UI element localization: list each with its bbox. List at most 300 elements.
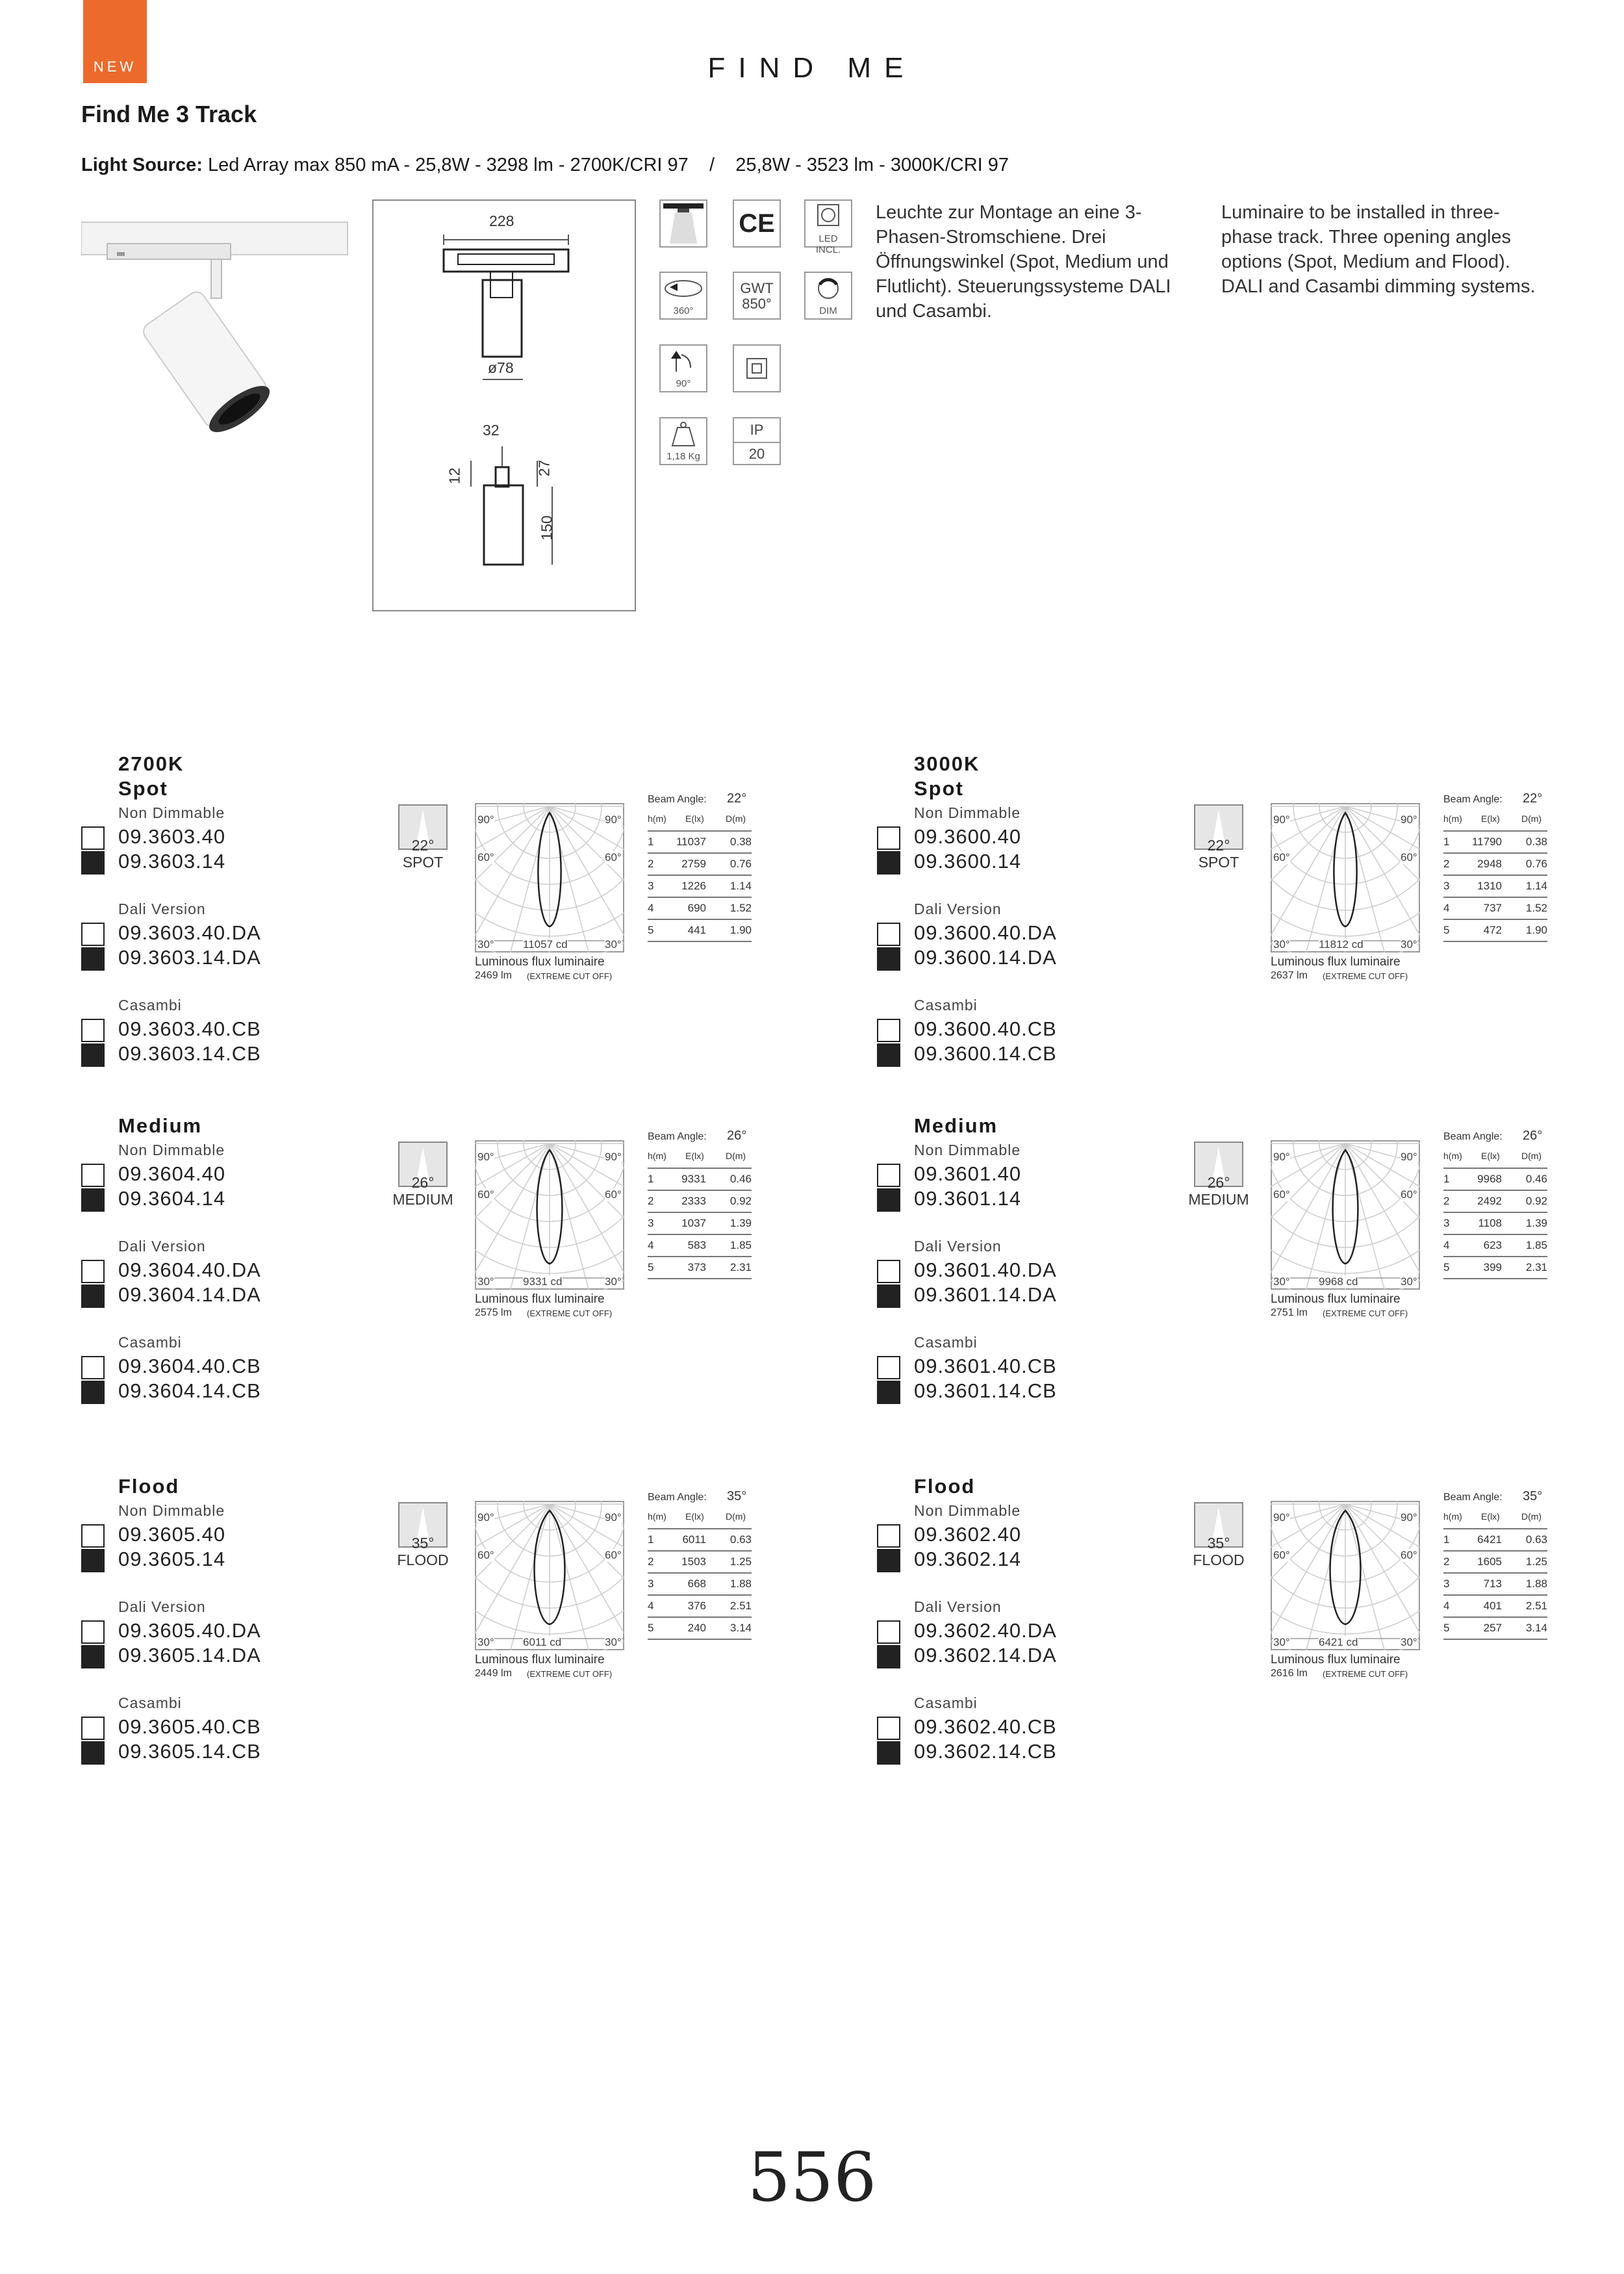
polar-label-30-right: 30° [605,938,622,951]
table-row [648,1531,752,1552]
beam-label: MEDIUM [392,1191,453,1208]
black-finish-swatch [877,1381,900,1404]
table-row [1443,1214,1547,1235]
table-row [648,877,752,898]
diameter-cell: 1.39 [1525,1217,1547,1229]
recessed-icon [733,344,781,392]
lux-cell: 737 [1483,902,1502,914]
product-code: 09.3604.14.CB [118,1379,261,1402]
table-row [1443,855,1547,876]
polar-label-60-left: 60° [1273,1188,1290,1201]
black-finish-swatch [877,947,900,971]
diameter-cell: 0.63 [730,1533,752,1546]
white-finish-swatch [877,923,900,946]
version-label: Non Dimmable [118,1502,225,1519]
black-finish-swatch [81,947,105,971]
black-finish-swatch [877,1284,900,1308]
height-cell: 4 [648,902,654,914]
black-finish-swatch [81,1741,105,1765]
polar-label-90-right: 90° [605,1511,622,1524]
lux-cell: 11790 [1471,836,1502,848]
white-finish-swatch [877,1164,900,1187]
dimension-drawing [372,199,636,611]
polar-diagram [1271,1140,1420,1290]
beam-label: SPOT [1198,854,1239,871]
black-finish-swatch [877,1645,900,1668]
black-finish-swatch [81,1381,105,1404]
polar-label-60-right: 60° [1401,1549,1417,1561]
black-finish-swatch [877,1188,900,1212]
variant-block [81,1114,783,1439]
cutoff-label: (EXTREME CUT OFF) [527,1669,613,1679]
lux-cell: 257 [1483,1622,1502,1634]
version-label: Dali Version [118,1598,206,1615]
polar-label-30-right: 30° [605,1275,622,1288]
new-label: NEW [93,58,137,75]
beam-angle-label: Beam Angle: [648,794,707,805]
table-row [1443,1553,1547,1574]
luminous-flux-value: 2469 lm [475,970,512,981]
height-cell: 2 [648,1555,654,1568]
gwt-icon [733,272,781,320]
version-label: Casambi [118,997,182,1014]
page-number: 556 [747,2138,877,2217]
height-cell: 5 [648,1622,654,1634]
beam-angle-value: 26° [1207,1174,1230,1191]
height-cell: 4 [1443,1600,1450,1612]
column-header: h(m) [648,1511,666,1522]
column-header: D(m) [726,1151,746,1161]
lux-cell: 668 [687,1578,706,1590]
variant-block [81,752,783,1077]
diameter-cell: 1.85 [1525,1239,1547,1251]
beam-angle-label: Beam Angle: [1443,794,1503,805]
table-row [1443,1192,1547,1213]
dim-b: 27 [535,459,553,477]
version-label: Dali Version [118,901,206,917]
table-row [1443,1531,1547,1552]
polar-label-60-right: 60° [1401,1188,1417,1201]
black-finish-swatch [81,1188,105,1212]
height-cell: 3 [648,880,654,892]
polar-label-30-left: 30° [1273,1636,1290,1648]
diameter-cell: 1.52 [730,902,752,914]
diameter-cell: 0.46 [730,1173,752,1185]
black-finish-swatch [877,851,900,875]
white-finish-swatch [81,1620,105,1644]
lux-cell: 713 [1483,1578,1502,1590]
beam-angle-value: 35° [411,1535,435,1552]
table-row [1443,1597,1547,1618]
product-code: 09.3604.14 [118,1187,226,1210]
diameter-cell: 2.31 [1525,1261,1547,1273]
height-cell: 3 [1443,1217,1450,1229]
product-code: 09.3604.40.DA [118,1258,261,1281]
product-code: 09.3601.40.CB [914,1355,1057,1377]
light-source-text: Led Array max 850 mA - 25,8W - 3298 lm - 2700K/CRI 97 / 25,8W - 3523 lm - 3000K/CRI 97 [207,155,1009,175]
variant-block [877,1114,1579,1439]
ip-value: 20 [748,446,765,462]
table-row [648,1258,752,1279]
column-header: h(m) [1443,813,1462,824]
polar-label-90-right: 90° [1401,1151,1417,1163]
beam-label: FLOOD [397,1552,449,1568]
polar-label-90-left: 90° [477,813,494,826]
height-cell: 1 [1443,1533,1450,1546]
beam-angle-label: Beam Angle: [648,1131,707,1142]
white-finish-swatch [877,826,900,850]
product-code: 09.3603.14.DA [118,946,261,969]
black-finish-swatch [81,1645,105,1668]
diameter-cell: 2.31 [730,1261,752,1273]
version-label: Non Dimmable [118,804,225,821]
gwt-temp: 850° [742,296,772,312]
dim-a: 12 [446,467,463,485]
product-code: 09.3600.14.DA [914,946,1057,969]
product-code: 09.3602.14.CB [914,1740,1057,1763]
height-cell: 2 [1443,1555,1450,1568]
candela-value: 9331 cd [523,1275,563,1288]
version-label: Casambi [914,997,978,1014]
diameter-cell: 1.25 [1525,1555,1547,1568]
table-header-row [648,811,752,832]
tilt-icon [659,344,707,392]
polar-label-60-right: 60° [605,1549,622,1561]
product-code: 09.3600.40 [914,825,1022,848]
white-finish-swatch [81,1356,105,1379]
polar-label-90-left: 90° [477,1511,494,1524]
product-code: 09.3601.14 [914,1187,1022,1210]
polar-diagram [1271,803,1420,952]
height-cell: 2 [648,1195,654,1207]
polar-label-60-left: 60° [1273,1549,1290,1561]
height-cell: 3 [648,1217,654,1229]
beam-angle-label: Beam Angle: [1443,1492,1503,1503]
beam-label: SPOT [402,854,444,871]
polar-label-30-right: 30° [1401,1275,1417,1288]
color-temperature: 2700K [118,752,184,775]
polar-diagram [475,1501,624,1650]
product-code: 09.3605.14.DA [118,1644,261,1667]
dim-width: 228 [489,212,514,229]
height-cell: 4 [1443,902,1450,914]
luminous-flux-label: Luminous flux luminaire [1271,1292,1401,1306]
beam-angle-label: Beam Angle: [1443,1131,1503,1142]
luminous-flux-label: Luminous flux luminaire [475,1653,605,1667]
polar-label-30-right: 30° [1401,1636,1417,1648]
column-header: D(m) [726,1511,746,1522]
lux-cell: 373 [687,1261,706,1273]
product-code: 09.3605.40.CB [118,1715,261,1738]
illuminance-table [648,791,765,960]
lux-cell: 9968 [1477,1173,1502,1185]
lux-cell: 690 [687,902,706,914]
table-row [648,855,752,876]
product-code: 09.3600.14 [914,850,1022,873]
candela-value: 9968 cd [1319,1275,1358,1288]
beam-name: Medium [914,1114,998,1137]
description-de: Leuchte zur Montage an eine 3-Phasen-Stromschiene. Drei Öffnungswinkel (Spot, Medium und Flutlicht). Steuerungssysteme DALI und Casambi. [876,202,1171,322]
polar-label-60-right: 60° [605,1188,622,1201]
height-cell: 3 [1443,1578,1450,1590]
table-row [648,833,752,854]
product-code: 09.3605.40 [118,1523,226,1546]
luminous-flux-label: Luminous flux luminaire [1271,955,1401,969]
column-header: D(m) [726,813,746,824]
table-row [648,1575,752,1596]
height-cell: 5 [648,924,654,936]
lux-cell: 1226 [681,880,706,892]
table-row [648,1597,752,1618]
ip-label: IP [734,418,780,443]
dim-height: 150 [538,515,555,541]
lux-cell: 6011 [682,1533,706,1546]
column-header: E(lx) [685,1151,704,1161]
height-cell: 3 [648,1578,654,1590]
product-code: 09.3601.40.DA [914,1258,1057,1281]
lux-cell: 9331 [681,1173,706,1185]
light-source [81,155,1009,176]
version-label: Dali Version [914,1238,1002,1255]
height-cell: 2 [1443,858,1450,870]
white-finish-swatch [877,1019,900,1042]
version-label: Non Dimmable [914,1142,1021,1158]
version-label: Casambi [914,1694,978,1711]
height-cell: 4 [1443,1239,1450,1251]
product-code: 09.3605.14 [118,1548,226,1570]
white-finish-swatch [877,1620,900,1644]
luminous-flux-value: 2637 lm [1271,970,1308,981]
product-code: 09.3603.40.DA [118,921,261,944]
lux-cell: 1503 [681,1555,706,1568]
table-header-row [1443,1509,1547,1529]
polar-label-60-right: 60° [1401,851,1417,863]
polar-label-90-right: 90° [1401,1511,1417,1524]
table-header-row [648,1148,752,1169]
table-row [648,921,752,942]
candela-value: 11057 cd [523,938,568,951]
product-code: 09.3604.40.CB [118,1355,261,1377]
table-row [1443,899,1547,920]
white-finish-swatch [81,826,105,850]
illuminance-table [648,1129,765,1297]
diameter-cell: 0.63 [1525,1533,1547,1546]
product-image [81,214,354,461]
version-label: Dali Version [914,1598,1002,1615]
height-cell: 1 [1443,836,1450,848]
polar-label-30-left: 30° [477,1275,494,1288]
product-title: Find Me 3 Track [81,101,257,127]
height-cell: 1 [648,836,654,848]
version-label: Dali Version [118,1238,206,1255]
polar-label-30-right: 30° [605,1636,622,1648]
table-row [1443,1170,1547,1191]
table-header-row [648,1509,752,1529]
white-finish-swatch [81,1019,105,1042]
polar-label-30-left: 30° [477,1636,494,1648]
lux-cell: 1605 [1477,1555,1502,1568]
beam-name: Flood [118,1475,180,1498]
polar-label-90-right: 90° [605,1151,622,1163]
brand-title: FIND ME [707,52,917,84]
product-code: 09.3603.40.CB [118,1017,261,1040]
column-header: D(m) [1521,813,1542,824]
led-included-label: LED INCL. [815,233,841,255]
version-label: Non Dimmable [914,804,1021,821]
diameter-cell: 1.14 [730,880,752,892]
table-row [1443,921,1547,942]
column-header: E(lx) [685,1511,704,1522]
black-finish-swatch [81,851,105,875]
polar-label-30-left: 30° [1273,1275,1290,1288]
polar-label-30-left: 30° [1273,938,1290,951]
black-finish-swatch [877,1741,900,1765]
lux-cell: 401 [1483,1600,1502,1612]
product-code: 09.3601.40 [914,1162,1022,1185]
column-header: h(m) [648,1151,666,1161]
white-finish-swatch [877,1524,900,1548]
lux-cell: 240 [687,1622,706,1634]
diameter-cell: 1.52 [1525,902,1547,914]
polar-label-60-left: 60° [477,851,494,863]
rotation-label: 360° [673,305,694,316]
polar-label-90-right: 90° [1401,813,1417,826]
dimmable-icon [804,272,852,320]
diameter-cell: 0.92 [730,1195,752,1207]
dimmable-label: DIM [819,305,837,316]
height-cell: 3 [1443,880,1450,892]
polar-label-30-left: 30° [477,938,494,951]
beam-angle-value: 35° [1207,1535,1230,1552]
polar-diagram [1271,1501,1420,1650]
height-cell: 5 [648,1261,654,1273]
luminous-flux-value: 2449 lm [475,1668,512,1679]
luminous-flux-label: Luminous flux luminaire [1271,1653,1401,1667]
lux-cell: 583 [687,1239,706,1251]
product-code: 09.3600.40.CB [914,1017,1057,1040]
cutoff-label: (EXTREME CUT OFF) [527,1309,613,1318]
candela-value: 6011 cd [523,1636,562,1648]
height-cell: 1 [648,1173,654,1185]
polar-label-60-left: 60° [1273,851,1290,863]
polar-label-90-left: 90° [1273,813,1290,826]
lux-cell: 623 [1483,1239,1502,1251]
beam-angle-number: 22° [1523,791,1543,806]
diameter-cell: 1.25 [730,1555,752,1568]
column-header: D(m) [1521,1151,1542,1161]
white-finish-swatch [877,1356,900,1379]
weight-icon [659,417,707,465]
white-finish-swatch [81,1260,105,1283]
beam-angle-value: 26° [411,1174,435,1191]
table-row [648,1170,752,1191]
column-header: E(lx) [1481,1511,1500,1522]
lux-cell: 1037 [681,1217,706,1229]
cutoff-label: (EXTREME CUT OFF) [1323,1669,1408,1679]
illuminance-table [648,1489,765,1658]
version-label: Dali Version [914,901,1002,917]
height-cell: 5 [1443,924,1450,936]
description-en: Luminaire to be installed in three-phase track. Three opening angles options (Spot, Medium and Flood). DALI and Casambi dimming systems. [1221,202,1536,297]
tilt-label: 90° [676,378,691,389]
product-code: 09.3603.14 [118,850,226,873]
light-source-label: Light Source: [81,155,203,175]
gwt-label: GWT [740,280,774,296]
product-code: 09.3603.40 [118,825,226,848]
column-header: h(m) [648,813,666,824]
height-cell: 4 [648,1600,654,1612]
product-code: 09.3601.14.DA [914,1283,1057,1306]
product-code: 09.3605.14.CB [118,1740,261,1763]
height-cell: 2 [648,858,654,870]
beam-label: FLOOD [1193,1552,1245,1568]
lux-cell: 2333 [681,1195,706,1207]
lux-cell: 2492 [1477,1195,1502,1207]
cutoff-label: (EXTREME CUT OFF) [1323,971,1408,981]
diameter-cell: 3.14 [1525,1622,1547,1634]
illuminance-table [1443,791,1560,960]
table-row [648,1619,752,1640]
led-included-icon [804,199,852,255]
product-code: 09.3600.40.DA [914,921,1057,944]
polar-label-90-left: 90° [1273,1511,1290,1524]
track-icon [659,199,707,248]
cutoff-label: (EXTREME CUT OFF) [1323,1309,1408,1318]
product-code: 09.3605.40.DA [118,1619,261,1642]
diameter-cell: 1.14 [1525,880,1547,892]
polar-label-30-right: 30° [1401,938,1417,951]
height-cell: 5 [1443,1622,1450,1634]
table-row [1443,1258,1547,1279]
height-cell: 4 [648,1239,654,1251]
column-header: h(m) [1443,1151,1462,1161]
column-header: D(m) [1521,1511,1542,1522]
table-row [1443,877,1547,898]
luminous-flux-label: Luminous flux luminaire [475,955,605,969]
product-code: 09.3604.14.DA [118,1283,261,1306]
luminous-flux-value: 2575 lm [475,1307,512,1318]
table-header-row [1443,811,1547,832]
table-row [1443,1236,1547,1257]
product-code: 09.3604.40 [118,1162,226,1185]
version-label: Non Dimmable [118,1142,225,1158]
diameter-cell: 0.38 [730,836,752,848]
black-finish-swatch [877,1043,900,1067]
lux-cell: 1310 [1477,880,1502,892]
beam-angle-number: 22° [727,791,747,806]
white-finish-swatch [81,1717,105,1740]
luminous-flux-label: Luminous flux luminaire [475,1292,605,1306]
beam-angle-number: 35° [1523,1489,1543,1503]
diameter-cell: 3.14 [730,1622,752,1634]
polar-label-90-right: 90° [605,813,622,826]
diameter-cell: 2.51 [1525,1600,1547,1612]
table-header-row [1443,1148,1547,1169]
luminous-flux-value: 2616 lm [1271,1668,1308,1679]
variant-block [877,1475,1579,1800]
diameter-cell: 0.38 [1525,836,1547,848]
product-code: 09.3602.14 [914,1548,1022,1570]
product-code: 09.3600.14.CB [914,1042,1057,1065]
beam-label: MEDIUM [1188,1191,1249,1208]
beam-angle-number: 26° [1523,1129,1543,1143]
table-row [1443,833,1547,854]
candela-value: 11812 cd [1319,938,1364,951]
version-label: Casambi [914,1334,978,1351]
diameter-cell: 0.46 [1525,1173,1547,1185]
beam-angle-number: 35° [727,1489,747,1503]
lux-cell: 6421 [1477,1533,1502,1546]
